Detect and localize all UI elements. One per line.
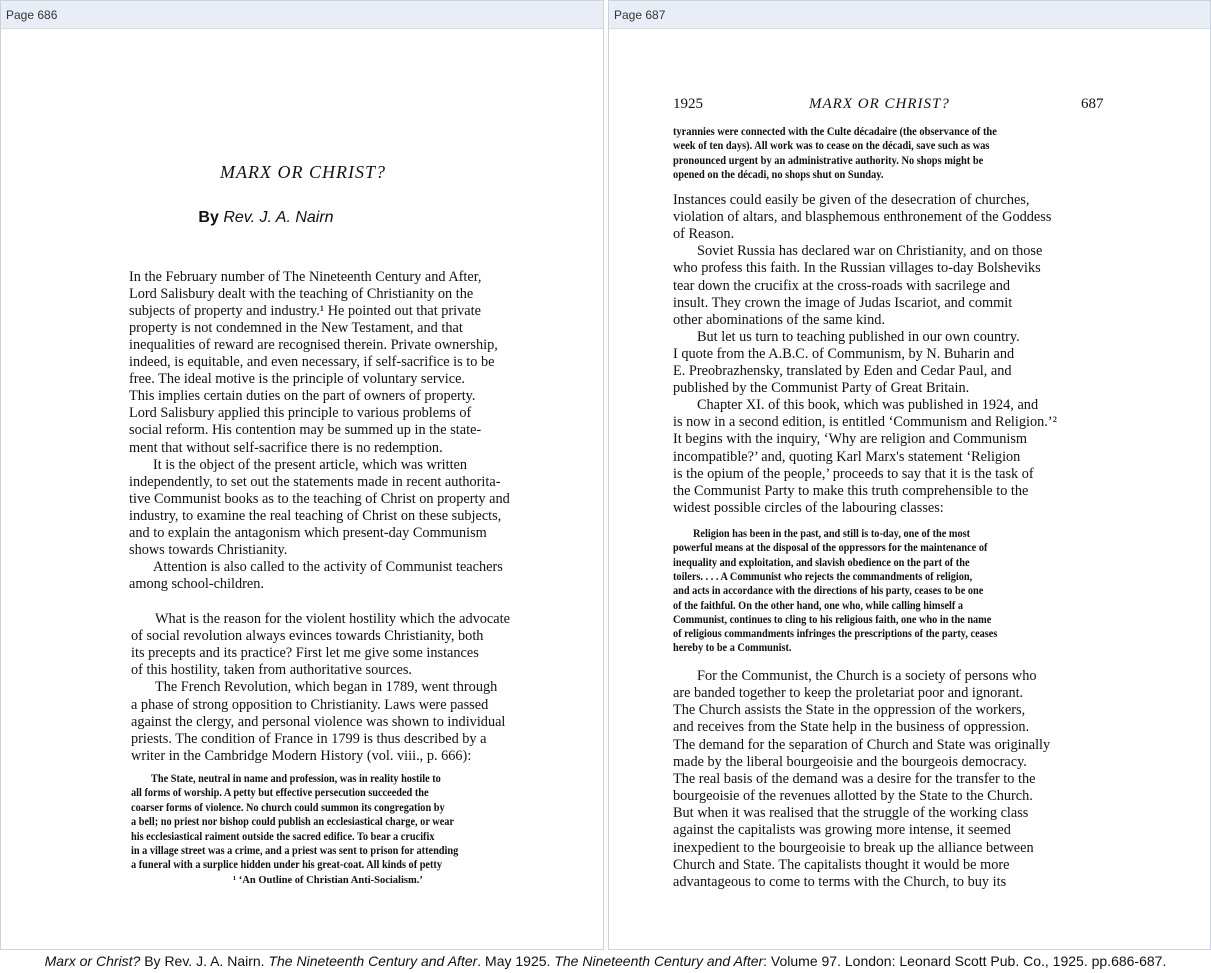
- quote-line: a funeral with a surplice hidden under his great-coat. All kinds of petty: [131, 859, 443, 872]
- quote-line: week of ten days). All work was to cease on the décadi, save such as was: [673, 140, 990, 153]
- body-line: For the Communist, the Church is a society of persons who: [697, 668, 1037, 684]
- quote-line: of the faithful. On the other hand, one who, while calling himself a: [673, 599, 964, 612]
- caption-journal-2: The Nineteenth Century and After: [554, 953, 764, 969]
- body-line: I quote from the A.B.C. of Communism, by N. Buharin and: [673, 345, 1015, 362]
- body-line: ment that without self-sacrifice there is no redemption.: [129, 439, 443, 456]
- quote-line: a bell; no priest nor bishop could publish an ecclesiastical charge, or wear: [131, 816, 454, 829]
- right-page-pane[interactable]: [608, 0, 1211, 950]
- body-line: Soviet Russia has declared war on Christianity, and on those: [697, 243, 1043, 260]
- quote-line: inequality and exploitation, and slavish obedience on the part of the: [673, 556, 970, 569]
- body-line: against the capitalists was growing more intense, it seemed: [673, 822, 1011, 839]
- body-line: tear down the crucifix at the cross-roads with sacrilege and: [673, 277, 1011, 294]
- body-line: insult. They crown the image of Judas Iscariot, and commit: [673, 294, 1013, 311]
- body-line: its precepts and its practice? First let me give some instances: [131, 645, 479, 662]
- body-line: are banded together to keep the proletariat poor and ignorant.: [673, 685, 1024, 702]
- body-line: social reform. His contention may be summed up in the state-: [129, 422, 482, 439]
- body-line: is the opium of the people,’ proceeds to say that it is the task of: [673, 465, 1034, 482]
- caption-journal: The Nineteenth Century and After: [268, 953, 478, 969]
- body-line: independently, to set out the statements made in recent authorita-: [129, 473, 501, 490]
- body-line: Instances could easily be given of the desecration of churches,: [673, 192, 1030, 208]
- body-line: and receives from the State help in the business of oppression.: [673, 719, 1030, 736]
- body-line: But when it was realised that the struggle of the working class: [673, 805, 1029, 822]
- body-line: other abominations of the same kind.: [673, 311, 886, 328]
- body-line: bourgeoisie of the revenues allotted by the State to the Church.: [673, 788, 1033, 805]
- caption-date: . May 1925.: [477, 953, 555, 969]
- body-line: widest possible circles of the labouring classes:: [673, 499, 944, 516]
- quote-line: all forms of worship. A petty but effective persecution succeeded the: [131, 787, 429, 800]
- footnote: ¹ ‘An Outline of Christian Anti-Socialism.’: [233, 875, 423, 886]
- quote-line: pronounced urgent by an administrative authority. No shops might be: [673, 154, 984, 167]
- left-page-pane[interactable]: [0, 0, 604, 950]
- body-line: shows towards Christianity.: [129, 541, 288, 558]
- body-line: among school-children.: [129, 575, 264, 592]
- quote-line: toilers. . . . A Communist who rejects the commandments of religion,: [673, 570, 973, 583]
- quote-line: his ecclesiastical raiment outside the sacred edifice. To bear a crucifix: [131, 830, 435, 843]
- quote-line: opened on the décadi, no shops shut on Sunday.: [673, 169, 884, 182]
- body-line: is now in a second edition, is entitled ‘Communism and Religion.’²: [673, 414, 1057, 431]
- article-title: MARX OR CHRIST?: [220, 162, 386, 182]
- body-line: property is not condemned in the New Testament, and that: [129, 320, 463, 337]
- running-head-year: 1925: [673, 96, 703, 112]
- body-line: Lord Salisbury applied this principle to various problems of: [129, 405, 472, 422]
- body-line: E. Preobrazhensky, translated by Eden and Cedar Paul, and: [673, 363, 1012, 379]
- body-line: It is the object of the present article, which was written: [153, 456, 468, 473]
- byline-author: Rev. J. A. Nairn: [223, 209, 334, 226]
- byline: [1, 209, 531, 227]
- right-page-header: Page 687: [609, 1, 1210, 29]
- body-line: tive Communist books as to the teaching of Christ on property and: [129, 490, 510, 507]
- body-line: made by the liberal bourgeoisie and the bourgeois democracy.: [673, 753, 1027, 770]
- quote-line: coarser forms of violence. No church could summon its congregation by: [131, 801, 445, 814]
- body-line: inequalities of reward are recognised therein. Private ownership,: [129, 337, 498, 354]
- body-line: of social revolution always evinces towards Christianity, both: [131, 628, 484, 645]
- body-line: The demand for the separation of Church and State was originally: [673, 736, 1051, 753]
- running-head-title: MARX OR CHRIST?: [809, 96, 950, 112]
- body-line: writer in the Cambridge Modern History (vol. viii., p. 666):: [131, 747, 472, 764]
- body-line: published by the Communist Party of Great Britain.: [673, 380, 970, 397]
- body-line: indeed, is equitable, and even necessary, if self-sacrifice is to be: [129, 354, 495, 371]
- body-line: It begins with the inquiry, ‘Why are religion and Communism: [673, 431, 1028, 448]
- body-line: free. The ideal motive is the principle of voluntary service.: [129, 371, 465, 388]
- body-line: subjects of property and industry.¹ He pointed out that private: [129, 303, 481, 320]
- body-line: against the clergy, and personal violence was shown to individual: [131, 713, 506, 730]
- body-line: Church and State. The capitalists thought it would be more: [673, 856, 1010, 873]
- quote-line: and acts in accordance with the directions of his party, ceases to be one: [673, 585, 984, 598]
- citation-caption: [0, 953, 1211, 969]
- right-page-body: [609, 29, 1210, 949]
- body-line: industry, to examine the real teaching of Christ on these subjects,: [129, 507, 502, 524]
- body-line: and to explain the antagonism which present-day Communism: [129, 524, 487, 541]
- body-line: the Communist Party to make this truth comprehensible to the: [673, 482, 1029, 499]
- body-line: a phase of strong opposition to Christianity. Laws were passed: [131, 696, 489, 713]
- running-head-page: 687: [1081, 96, 1104, 112]
- caption-title: Marx or Christ?: [44, 953, 141, 969]
- body-line: priests. The condition of France in 1799 is thus described by a: [131, 730, 487, 747]
- body-line: Attention is also called to the activity of Communist teachers: [153, 558, 503, 575]
- quote-line: in a village street was a crime, and a priest was sent to prison for attending: [131, 845, 459, 857]
- quote-line: hereby to be a Communist.: [673, 642, 792, 655]
- left-page-header: Page 686: [1, 1, 603, 29]
- caption-author: By Rev. J. A. Nairn.: [140, 953, 269, 969]
- body-line: Chapter XI. of this book, which was published in 1924, and: [697, 397, 1039, 414]
- body-line: The real basis of the demand was a desire for the transfer to the: [673, 770, 1036, 787]
- body-line: violation of altars, and blasphemous enthronement of the Goddess: [673, 209, 1052, 226]
- body-line: The Church assists the State in the oppression of the workers,: [673, 702, 1026, 719]
- quote-line: The State, neutral in name and profession, was in reality hostile to: [151, 773, 441, 785]
- body-line: of this hostility, taken from authoritative sources.: [131, 662, 412, 679]
- body-line: The French Revolution, which began in 1789, went through: [155, 679, 498, 696]
- body-line: In the February number of The Nineteenth Century and After,: [129, 269, 482, 285]
- quote-line: Religion has been in the past, and still is to-day, one of the most: [693, 528, 971, 540]
- body-line: of Reason.: [673, 226, 735, 243]
- body-line: who profess this faith. In the Russian villages to-day Bolsheviks: [673, 260, 1041, 277]
- quote-line: of religious commandments infringes the prescriptions of the party, ceases: [673, 628, 998, 641]
- caption-publication: : Volume 97. London: Leonard Scott Pub. Co., 1925. pp.686-687.: [763, 953, 1167, 969]
- quote-line: Communist, continues to cling to his religious faith, one who in the name: [673, 613, 992, 626]
- body-line: What is the reason for the violent hostility which the advocate: [155, 611, 510, 627]
- byline-by: By: [198, 209, 219, 226]
- body-line: Lord Salisbury dealt with the teaching of Christianity on the: [129, 286, 474, 303]
- body-line: This implies certain duties on the part of owners of property.: [129, 388, 476, 405]
- left-page-body: [1, 29, 603, 949]
- body-line: advantageous to come to terms with the Church, to buy its: [673, 873, 1007, 890]
- body-line: inexpedient to the bourgeoisie to break up the alliance between: [673, 839, 1034, 856]
- quote-line: tyrannies were connected with the Culte décadaire (the observance of the: [673, 126, 997, 138]
- body-line: incompatible?’ and, quoting Karl Marx's statement ‘Religion: [673, 448, 1021, 465]
- quote-line: powerful means at the disposal of the oppressors for the maintenance of: [673, 542, 988, 555]
- body-line: But let us turn to teaching published in our own country.: [697, 328, 1020, 345]
